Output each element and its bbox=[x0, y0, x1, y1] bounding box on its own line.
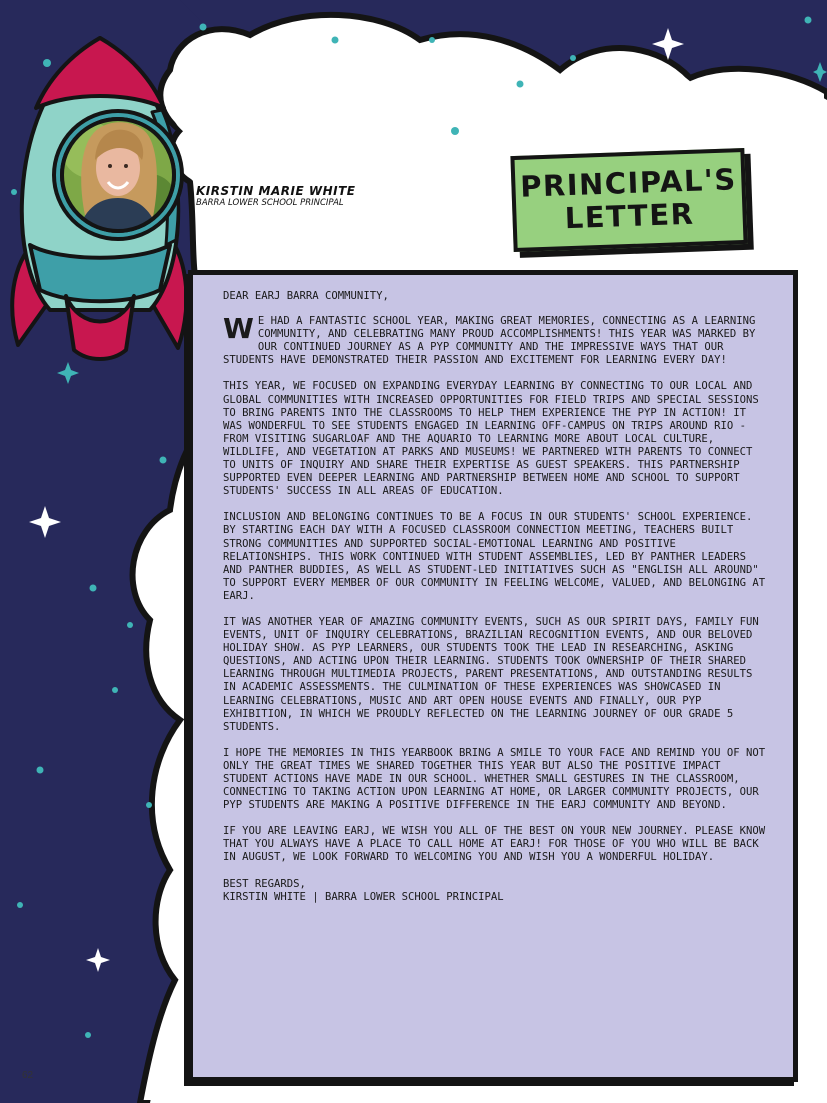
principal-title: BARRA LOWER SCHOOL PRINCIPAL bbox=[196, 198, 344, 208]
page-title-line1: PRINCIPAL'S bbox=[519, 162, 738, 204]
salutation: DEAR EARJ BARRA COMMUNITY, bbox=[223, 290, 389, 302]
page-title-box bbox=[510, 148, 747, 252]
letter-paragraph: IF YOU ARE LEAVING EARJ, WE WISH YOU ALL OF THE BEST ON YOUR NEW JOURNEY. PLEASE KNOW THAT YOU ALWAYS HAVE A PLACE TO CALL HOME AT EARJ! FOR THOSE OF YOU WHO WILL BE BACK IN AUGUST, WE LOOK FORWARD TO WELCOMING YOU AND WISH YOU A WONDERFUL HOLIDAY. bbox=[223, 825, 766, 864]
letter-paragraph: IT WAS ANOTHER YEAR OF AMAZING COMMUNITY EVENTS, SUCH AS OUR SPIRIT DAYS, FAMILY FUN EVENTS, UNIT OF INQUIRY CELEBRATIONS, BRAZILIAN RECOGNITION EVENTS, AND OUR BELOVED HOLIDAY SHOW. AS PYP LEARNERS, OUR STUDENTS TOOK THE LEAD IN RESEARCHING, ASKING QUESTIONS, AND ACTING UPON THEIR LEARNING. STUDENTS TOOK OWNERSHIP OF THEIR SHARED LEARNING THROUGH MULTIMEDIA PROJECTS, PARENT PRESENTATIONS, AND OUTSTANDING RESULTS IN ACADEMIC ASSESSMENTS. THE CULMINATION OF THESE EXPERIENCES WAS SHOWCASED IN LEARNING CELEBRATIONS, MUSIC AND ART OPEN HOUSE EVENTS AND FINALLY, OUR PYP EXHIBITION, IN WHICH WE PROUDLY REFLECTED ON THE LEARNING JOURNEY OF OUR GRADE 5 STUDENTS. bbox=[223, 615, 759, 733]
principal-name: KIRSTIN MARIE WHITE bbox=[196, 184, 356, 198]
principal-caption bbox=[196, 184, 396, 209]
letter-panel bbox=[188, 270, 798, 1082]
letter-paragraph: THIS YEAR, WE FOCUSED ON EXPANDING EVERYDAY LEARNING BY CONNECTING TO OUR LOCAL AND GLOBAL COMMUNITIES WITH INCREASED OPPORTUNITIES FOR FIELD TRIPS AND SPECIAL SESSIONS TO BRING PARENTS INTO THE CLASSROOMS TO HELP THEM EXPERIENCE THE PYP IN ACTION! IT WAS WONDERFUL TO SEE STUDENTS ENGAGED IN LEARNING OFF-CAMPUS ON TRIPS AROUND RIO - FROM VISITING SUGARLOAF AND THE AQUARIO TO LEARNING MORE ABOUT LOCAL CULTURE, WILDLIFE, AND VEGETATION AT PARKS AND MUSEUMS! WE PARTNERED WITH PARENTS TO CONNECT TO UNITS OF INQUIRY AND SHARE THEIR EXPERTISE AS GUEST SPEAKERS. THIS PARTNERSHIP SUPPORTED EVEN DEEPER LEARNING AND PARTNERSHIP BETWEEN HOME AND SCHOOL TO SUPPORT STUDENTS' SUCCESS IN ALL AREAS OF EDUCATION. bbox=[223, 380, 759, 498]
drop-cap: W bbox=[223, 312, 254, 346]
letter-paragraph-text: E HAD A FANTASTIC SCHOOL YEAR, MAKING GREAT MEMORIES, CONNECTING AS A LEARNING COMMUNITY, AND CELEBRATING MANY PROUD ACCOMPLISHMENTS! THIS YEAR WAS MARKED BY OUR CONTINUED JOURNEY AS A PYP COMMUNITY AND THE IMPRESSIVE WAYS THAT OUR STUDENTS HAVE DEMONSTRATED THEIR PASSION AND EXCITEMENT FOR LEARNING EVERY DAY! bbox=[223, 315, 756, 367]
letter-paragraph: INCLUSION AND BELONGING CONTINUES TO BE A FOCUS IN OUR STUDENTS' SCHOOL EXPERIENCE. BY STARTING EACH DAY WITH A FOCUSED CLASSROOM CONNECTION MEETING, TEACHERS BUILT STRONG COMMUNITIES AND SUPPORTED SOCIAL-EMOTIONAL LEARNING AND POSITIVE RELATIONSHIPS. THIS WORK CONTINUED WITH STUDENT ASSEMBLIES, LED BY PANTHER LEADERS AND PANTHER BUDDIES, AS WELL AS STUDENT-LED INITIATIVES SUCH AS "ENGLISH ALL AROUND" TO SUPPORT EVERY MEMBER OF OUR COMMUNITY IN FEELING WELCOME, VALUED, AND BELONGING AT EARJ. bbox=[223, 511, 766, 602]
closing: BEST REGARDS, bbox=[223, 877, 306, 890]
page-number: 62 bbox=[22, 1070, 34, 1081]
letter-paragraph: I HOPE THE MEMORIES IN THIS YEARBOOK BRING A SMILE TO YOUR FACE AND REMIND YOU OF NOT ONLY THE GREAT TIMES WE SHARED TOGETHER THIS YEAR BUT ALSO THE POSITIVE IMPACT STUDENT ACTIONS HAVE MADE IN OUR SCHOOL. WHETHER SMALL GESTURES IN THE CLASSROOM, CONNECTING TO TAKING ACTION UPON LEARNING AT HOME, OR LARGER COMMUNITY PROJECTS, OUR PYP STUDENTS ARE MAKING A POSITIVE DIFFERENCE IN THE EARJ COMMUNITY AND BEYOND. bbox=[223, 746, 766, 812]
signature: KIRSTIN WHITE | BARRA LOWER SCHOOL PRINCIPAL bbox=[223, 890, 504, 903]
letter-paragraph bbox=[223, 312, 771, 367]
page-title-line2: LETTER bbox=[564, 196, 695, 236]
